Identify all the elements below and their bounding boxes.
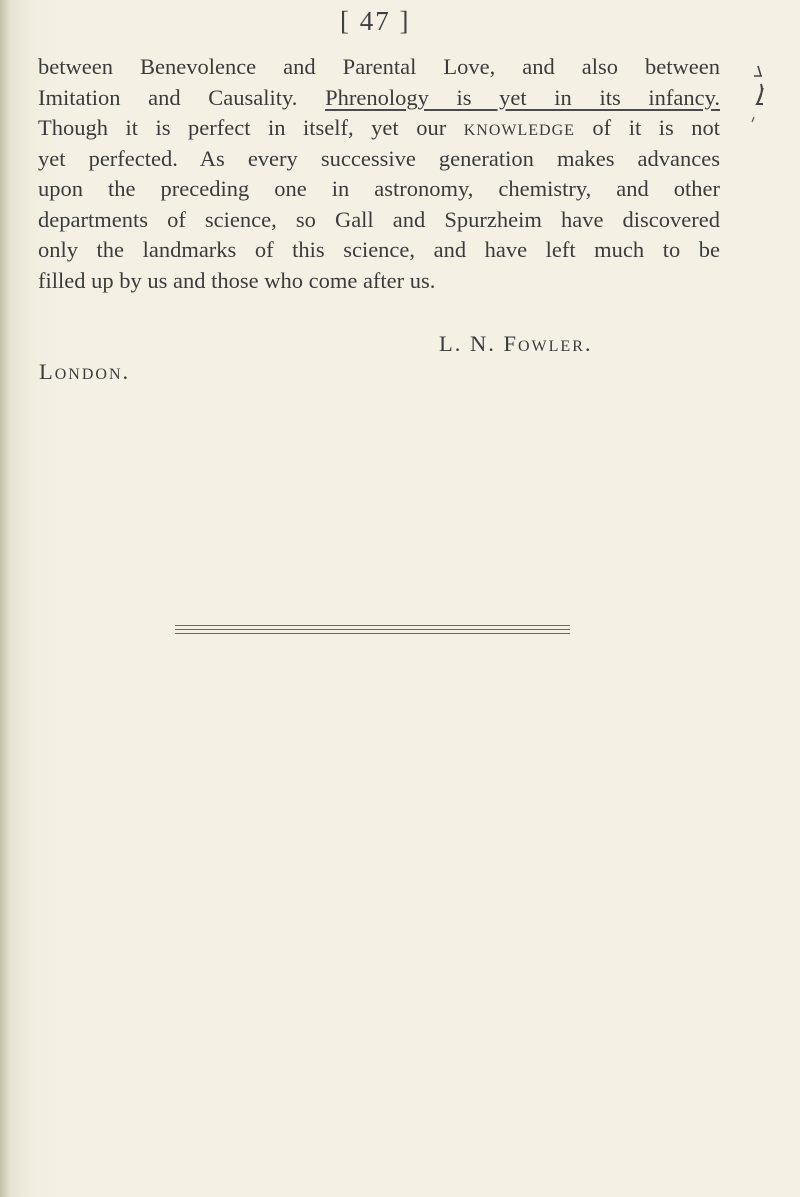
text-line: only the landmarks of this science, and have left much to be [38,237,720,262]
text-line: filled up by us and those who come after us. [38,267,436,293]
text-line: Though it is perfect in itself, yet our knowledge of it is not [38,115,720,140]
handwritten-margin-mark [748,62,770,132]
text-line: departments of science, so Gall and Spurzheim have discovered [38,206,720,232]
smallcaps-word: knowledge [463,115,575,140]
end-rule [175,622,570,636]
page-number: [ 47 ] [340,6,411,36]
text-line: Imitation and Causality. Phrenology is yet in its infancy. [38,84,720,110]
text-line: upon the preceding one in astronomy, chemistry, and other [38,176,720,201]
page-gutter-shadow [0,0,10,1197]
underlined-phrase: Phrenology is yet in its infancy. [325,84,720,110]
text-line: yet perfected. As every successive generation makes advances [38,145,720,171]
author-signature: L. N. Fowler. [439,331,593,356]
place-line: London. [39,359,131,384]
body-paragraph [38,52,720,296]
text-line: between Benevolence and Parental Love, and also between [38,54,720,79]
